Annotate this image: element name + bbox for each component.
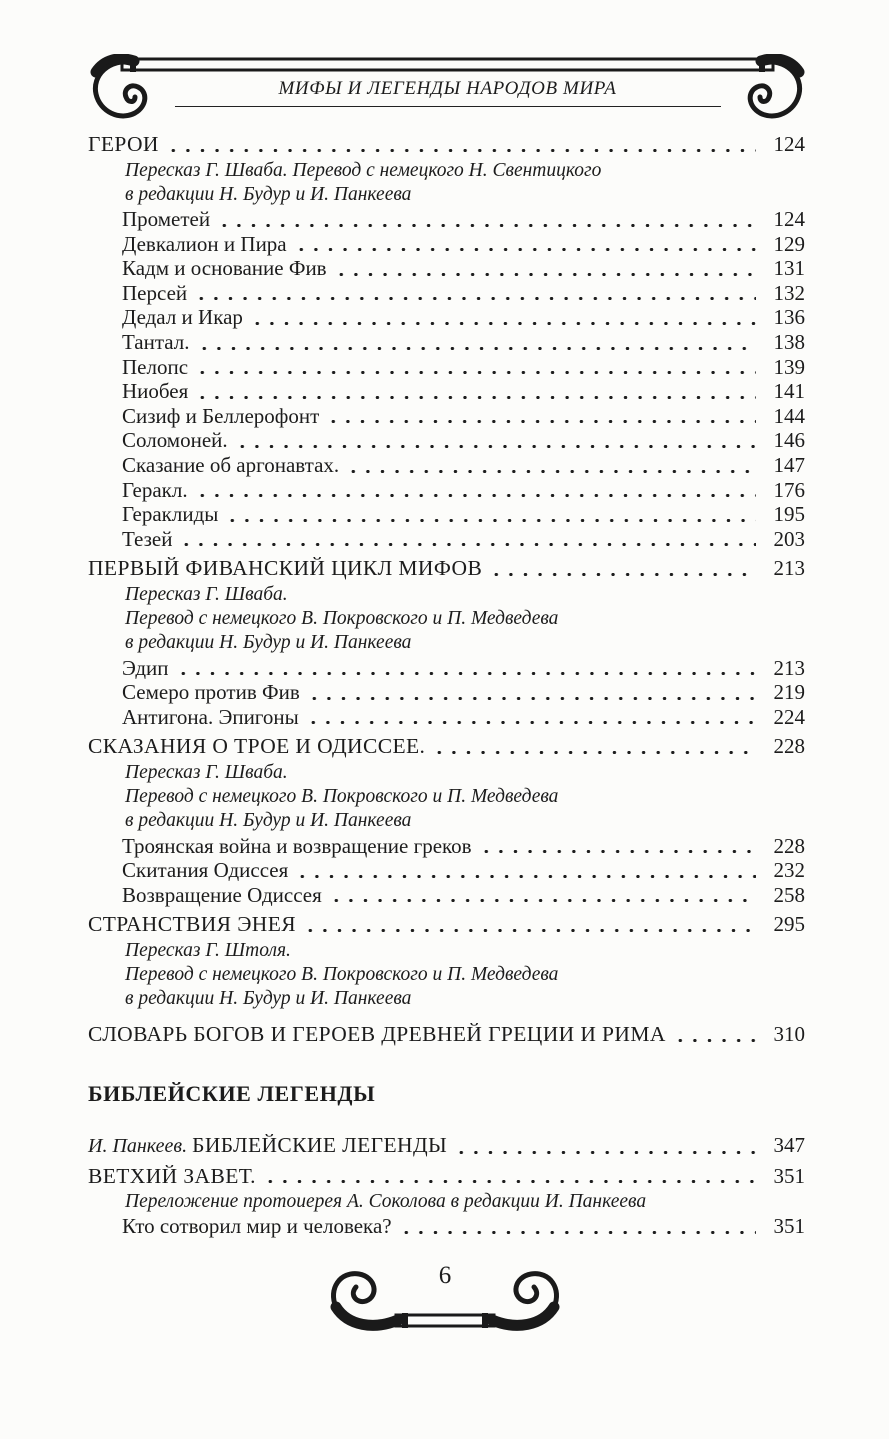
toc-entry — [88, 453, 805, 478]
toc-entry-title: ВЕТХИЙ ЗАВЕТ. — [88, 1163, 256, 1188]
toc-entry-label — [88, 1022, 666, 1047]
toc-entry-page-number: 232 — [773, 858, 805, 883]
toc-entry-page-number: 139 — [773, 354, 805, 379]
toc-entry-label — [122, 207, 210, 232]
toc-entry-page-number: 228 — [773, 833, 805, 858]
toc-entry-page-number: 347 — [773, 1133, 805, 1158]
toc-entry — [88, 502, 805, 527]
toc-credit-line: Пересказ Г. Шваба. — [125, 761, 288, 783]
toc-entry-title: Антигона. Эпигоны — [122, 704, 299, 729]
dot-leader — [399, 1214, 756, 1239]
toc-entry-page-number: 219 — [773, 680, 805, 705]
dot-leader — [195, 478, 756, 503]
toc-entry-page-number: 224 — [773, 704, 805, 729]
toc-entry-title: Соломоней. — [122, 428, 228, 453]
toc-entry — [88, 1133, 805, 1159]
dot-leader — [195, 355, 756, 380]
toc-entry-title: Возвращение Одиссея — [122, 882, 322, 907]
dot-leader — [250, 305, 756, 330]
toc-entry-title: Тезей — [122, 526, 173, 551]
toc-entry — [88, 207, 805, 232]
toc-entry-page-number: 176 — [773, 477, 805, 502]
toc-entry-label — [122, 834, 472, 859]
toc-credit-line: Перевод с немецкого В. Покровского и П. Медведева — [125, 786, 559, 808]
toc-section-heading: БИБЛЕЙСКИЕ ЛЕГЕНДЫ — [88, 1081, 376, 1107]
toc-entry — [88, 330, 805, 355]
dot-leader — [306, 705, 756, 730]
toc-entry-label — [122, 330, 190, 355]
footer-scroll-ornament — [320, 1253, 570, 1345]
dot-leader — [263, 1164, 756, 1189]
toc-entry-page-number: 213 — [773, 556, 805, 581]
toc-list — [88, 132, 805, 1239]
toc-entry-page-number: 213 — [773, 655, 805, 680]
toc-entry-label — [88, 912, 296, 937]
toc-entry-page-number: 195 — [773, 502, 805, 527]
toc-credit-line: Переложение протоиерея А. Соколова в редакции И. Панкеева — [125, 1191, 647, 1213]
toc-entry-title: Сизиф и Беллерофонт — [122, 403, 320, 428]
dot-leader — [489, 556, 756, 581]
toc-entry — [88, 858, 805, 883]
toc-entry-label — [122, 256, 327, 281]
dot-leader — [294, 232, 756, 257]
toc-entry — [88, 734, 805, 759]
dot-leader — [235, 428, 756, 453]
toc-entry-title: Кто сотворил мир и человека? — [122, 1214, 392, 1239]
toc-entry-page-number: 295 — [773, 912, 805, 937]
right-scroll-icon — [492, 1274, 557, 1326]
toc-entry — [88, 527, 805, 552]
toc-entry-page-number: 147 — [773, 452, 805, 477]
page-header — [88, 54, 807, 126]
toc-entry — [88, 232, 805, 257]
toc-entry-page-number: 124 — [773, 207, 805, 231]
toc-entry-label — [122, 858, 288, 883]
toc-entry — [88, 705, 805, 730]
toc-entry-page-number: 124 — [773, 132, 805, 156]
toc-entry — [88, 428, 805, 453]
toc-entry-label — [122, 478, 188, 503]
toc-entry-page-number: 136 — [773, 305, 805, 330]
toc-entry-label — [122, 404, 319, 429]
toc-credit-line: Пересказ Г. Штоля. — [125, 939, 291, 961]
toc-entry-page-number: 131 — [773, 256, 805, 281]
dot-leader — [166, 132, 756, 157]
toc-entry — [88, 132, 805, 157]
toc-credit-line: Перевод с немецкого В. Покровского и П. Медведева — [125, 608, 559, 630]
toc-credit-line: Пересказ Г. Шваба. — [125, 583, 288, 605]
toc-entry-label — [122, 281, 187, 306]
toc-entry — [88, 379, 805, 404]
toc-entry-label — [122, 705, 299, 730]
toc-entry-page-number: 351 — [773, 1163, 805, 1188]
toc-entry — [88, 281, 805, 306]
toc-entry-title: Эдип — [122, 655, 169, 680]
toc-entry-label — [122, 883, 322, 908]
toc-entry-title: Гераклиды — [122, 502, 219, 527]
toc-entry-title: Тантал. — [122, 329, 190, 354]
toc-entry-title: СЛОВАРЬ БОГОВ И ГЕРОЕВ ДРЕВНЕЙ ГРЕЦИИ И РИМА — [88, 1022, 666, 1047]
toc-entry — [88, 556, 805, 581]
toc-entry-label — [122, 1214, 392, 1239]
toc-entry-title: Скитания Одиссея — [122, 858, 289, 883]
page-number: 6 — [438, 1262, 451, 1290]
toc-entry-label — [88, 1164, 256, 1189]
dot-leader — [479, 834, 756, 859]
dot-leader — [334, 256, 756, 281]
toc-entry-label — [122, 305, 243, 330]
toc-entry-page-number: 141 — [773, 379, 805, 404]
dot-leader — [432, 734, 756, 759]
toc-entry-label — [122, 379, 188, 404]
dot-leader — [217, 207, 756, 232]
toc-entry-title: Пелопс — [122, 354, 189, 379]
toc-entry — [88, 834, 805, 859]
toc-entry — [88, 680, 805, 705]
left-scroll-icon — [333, 1274, 398, 1326]
dot-leader — [346, 453, 756, 478]
toc-entry-page-number: 310 — [773, 1022, 805, 1047]
toc-entry — [88, 478, 805, 503]
toc-entry-label — [122, 355, 188, 380]
toc-entry — [88, 404, 805, 429]
toc-entry-title: Ниобея — [122, 379, 189, 404]
toc-entry-title: БИБЛЕЙСКИЕ ЛЕГЕНДЫ — [192, 1133, 448, 1158]
dot-leader — [295, 858, 756, 883]
toc-entry — [88, 1214, 805, 1239]
toc-entry-page-number: 144 — [773, 403, 805, 428]
toc-entry-label — [88, 1133, 447, 1159]
toc-entry-title: ГЕРОИ — [88, 132, 159, 156]
toc-entry-title: Персей — [122, 280, 188, 305]
dot-leader — [329, 883, 756, 908]
toc-entry-label — [122, 232, 287, 257]
dot-leader — [303, 912, 756, 937]
toc-entry-page-number: 228 — [773, 734, 805, 759]
dot-leader — [307, 680, 756, 705]
toc-credit-line: Пересказ Г. Шваба. Перевод с немецкого Н. Свентицкого — [125, 159, 602, 181]
dot-leader — [225, 502, 756, 527]
toc-entry-page-number: 138 — [773, 329, 805, 354]
toc-entry-label — [88, 734, 425, 759]
toc-entry — [88, 883, 805, 908]
toc-entry — [88, 305, 805, 330]
page-footer — [320, 1253, 570, 1345]
dot-leader — [454, 1133, 756, 1159]
toc-credit-line: в редакции Н. Будур и И. Панкеева — [125, 183, 412, 205]
toc-entry-title: Кадм и основание Фив — [122, 256, 327, 281]
toc-entry-label — [88, 132, 159, 157]
toc-entry-title: СКАЗАНИЯ О ТРОЕ И ОДИССЕЕ. — [88, 734, 426, 759]
toc-entry-label — [88, 556, 482, 581]
toc-entry-title: СТРАНСТВИЯ ЭНЕЯ — [88, 912, 296, 937]
toc-entry-page-number: 146 — [773, 428, 805, 453]
toc-entry — [88, 1164, 805, 1189]
dot-leader — [179, 527, 756, 552]
toc-entry-label — [122, 527, 172, 552]
toc-entry-label — [122, 453, 339, 478]
toc-entry — [88, 355, 805, 380]
toc-entry-page-number: 258 — [773, 882, 805, 907]
toc-entry-label — [122, 680, 300, 705]
dot-leader — [194, 281, 756, 306]
toc-entry-page-number: 132 — [773, 280, 805, 305]
dot-leader — [176, 656, 756, 681]
toc-entry-label — [122, 502, 218, 527]
toc-entry-title: Геракл. — [122, 477, 188, 502]
toc-entry-title: Сказание об аргонавтах. — [122, 452, 340, 477]
dot-leader — [197, 330, 756, 355]
toc-entry-page-number: 129 — [773, 231, 805, 256]
dot-leader — [326, 404, 756, 429]
toc-entry-title: Дедал и Икар — [122, 305, 243, 330]
toc-entry-title: Прометей — [122, 207, 211, 231]
toc-entry-author-prefix: И. Панкеев. — [88, 1135, 193, 1158]
toc-credit-line: Перевод с немецкого В. Покровского и П. Медведева — [125, 964, 559, 986]
toc-entry — [88, 912, 805, 937]
toc-entry-label — [122, 656, 169, 681]
toc-entry-title: Троянская война и возвращение греков — [122, 833, 472, 858]
toc-entry — [88, 256, 805, 281]
toc-entry-page-number: 351 — [773, 1214, 805, 1239]
toc-entry-title: Девкалион и Пира — [122, 231, 287, 256]
toc-credit-line: в редакции Н. Будур и И. Панкеева — [125, 810, 412, 832]
toc-entry — [88, 1022, 805, 1047]
running-title: МИФЫ И ЛЕГЕНДЫ НАРОДОВ МИРА — [174, 78, 720, 107]
toc-entry-title: ПЕРВЫЙ ФИВАНСКИЙ ЦИКЛ МИФОВ — [88, 556, 483, 581]
toc-credit-line: в редакции Н. Будур и И. Панкеева — [125, 632, 412, 654]
toc-entry — [88, 656, 805, 681]
dot-leader — [673, 1022, 756, 1047]
toc-entry-title: Семеро против Фив — [122, 680, 300, 705]
toc-entry-label — [122, 428, 228, 453]
toc-credit-line: в редакции Н. Будур и И. Панкеева — [125, 988, 412, 1010]
toc-entry-page-number: 203 — [773, 526, 805, 551]
dot-leader — [195, 379, 756, 404]
